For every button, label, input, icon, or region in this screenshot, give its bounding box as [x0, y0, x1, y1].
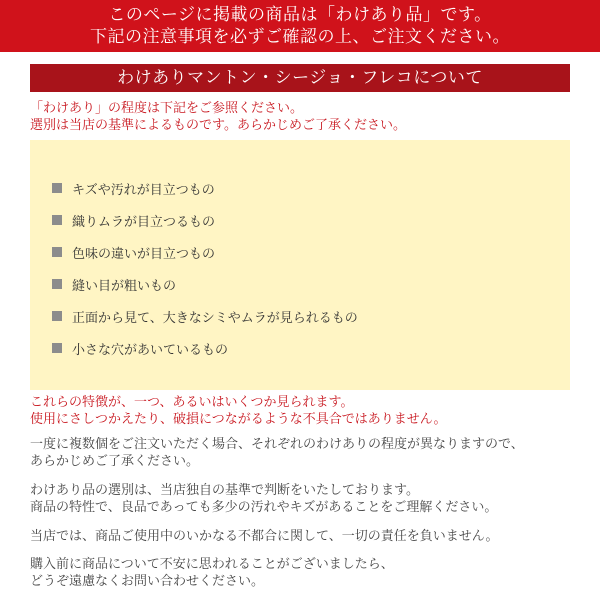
square-bullet-icon: [52, 247, 62, 257]
notice-line: 購入前に商品について不安に思われることがございましたら、: [30, 557, 394, 572]
defect-item: [52, 178, 215, 198]
defect-item-label: 縫い目が粗いもの: [72, 278, 177, 294]
intro-text: [30, 100, 570, 134]
features-line-1: これらの特徴が、一つ、あるいはいくつか見られます。: [30, 395, 354, 410]
notice-line: わけあり品の選別は、当店独自の基準で判断をいたしております。: [30, 483, 419, 498]
square-bullet-icon: [52, 215, 62, 225]
defect-item-label: 織りムラが目立つるもの: [72, 214, 216, 230]
notice-line: どうぞ遠慮なくお問い合わせください。: [30, 574, 265, 589]
square-bullet-icon: [52, 311, 62, 321]
notice-paragraph: [30, 436, 570, 470]
defect-item-label: 色味の違いが目立つもの: [72, 246, 216, 262]
notice-line: 商品の特性で、良品であっても多少の汚れやキズがあることをご理解ください。: [30, 500, 498, 515]
notice-paragraph: [30, 528, 570, 545]
notice-line: 当店では、商品ご使用中のいかなる不都合に関して、一切の責任を負いません。: [30, 529, 499, 544]
defect-item: [52, 210, 215, 230]
square-bullet-icon: [52, 183, 62, 193]
defect-item-label: 小さな穴があいているもの: [72, 342, 229, 358]
defect-list-box: [30, 140, 570, 390]
intro-line-1: 「わけあり」の程度は下記をご参照ください。: [30, 101, 304, 116]
banner-line-2: 下記の注意事項を必ずご確認の上、ご注文ください。: [90, 27, 510, 47]
notice-paragraph: [30, 482, 570, 516]
notice-paragraph: [30, 556, 570, 590]
features-note: [30, 394, 570, 428]
defect-item: [52, 274, 176, 294]
banner-line-1: このページに掲載の商品は「わけあり品」です。: [108, 5, 492, 25]
notice-line: 一度に複数個をご注文いただく場合、それぞれのわけありの程度が異なりますので、: [30, 437, 524, 452]
defect-item: [52, 338, 228, 358]
square-bullet-icon: [52, 279, 62, 289]
defect-item-label: キズや汚れが目立つもの: [72, 182, 215, 198]
section-title: わけありマントン・シージョ・フレコについて: [30, 64, 570, 92]
square-bullet-icon: [52, 343, 62, 353]
features-line-2: 使用にさしつかえたり、破損につながるような不具合ではありません。: [30, 412, 447, 427]
defect-item-label: 正面から見て、大きなシミやムラが見られるもの: [72, 310, 358, 326]
top-banner: [0, 0, 600, 52]
notice-line: あらかじめご了承ください。: [30, 454, 200, 469]
defect-item: [52, 306, 358, 326]
defect-item: [52, 242, 215, 262]
intro-line-2: 選別は当店の基準によるものです。あらかじめご了承ください。: [30, 118, 406, 133]
